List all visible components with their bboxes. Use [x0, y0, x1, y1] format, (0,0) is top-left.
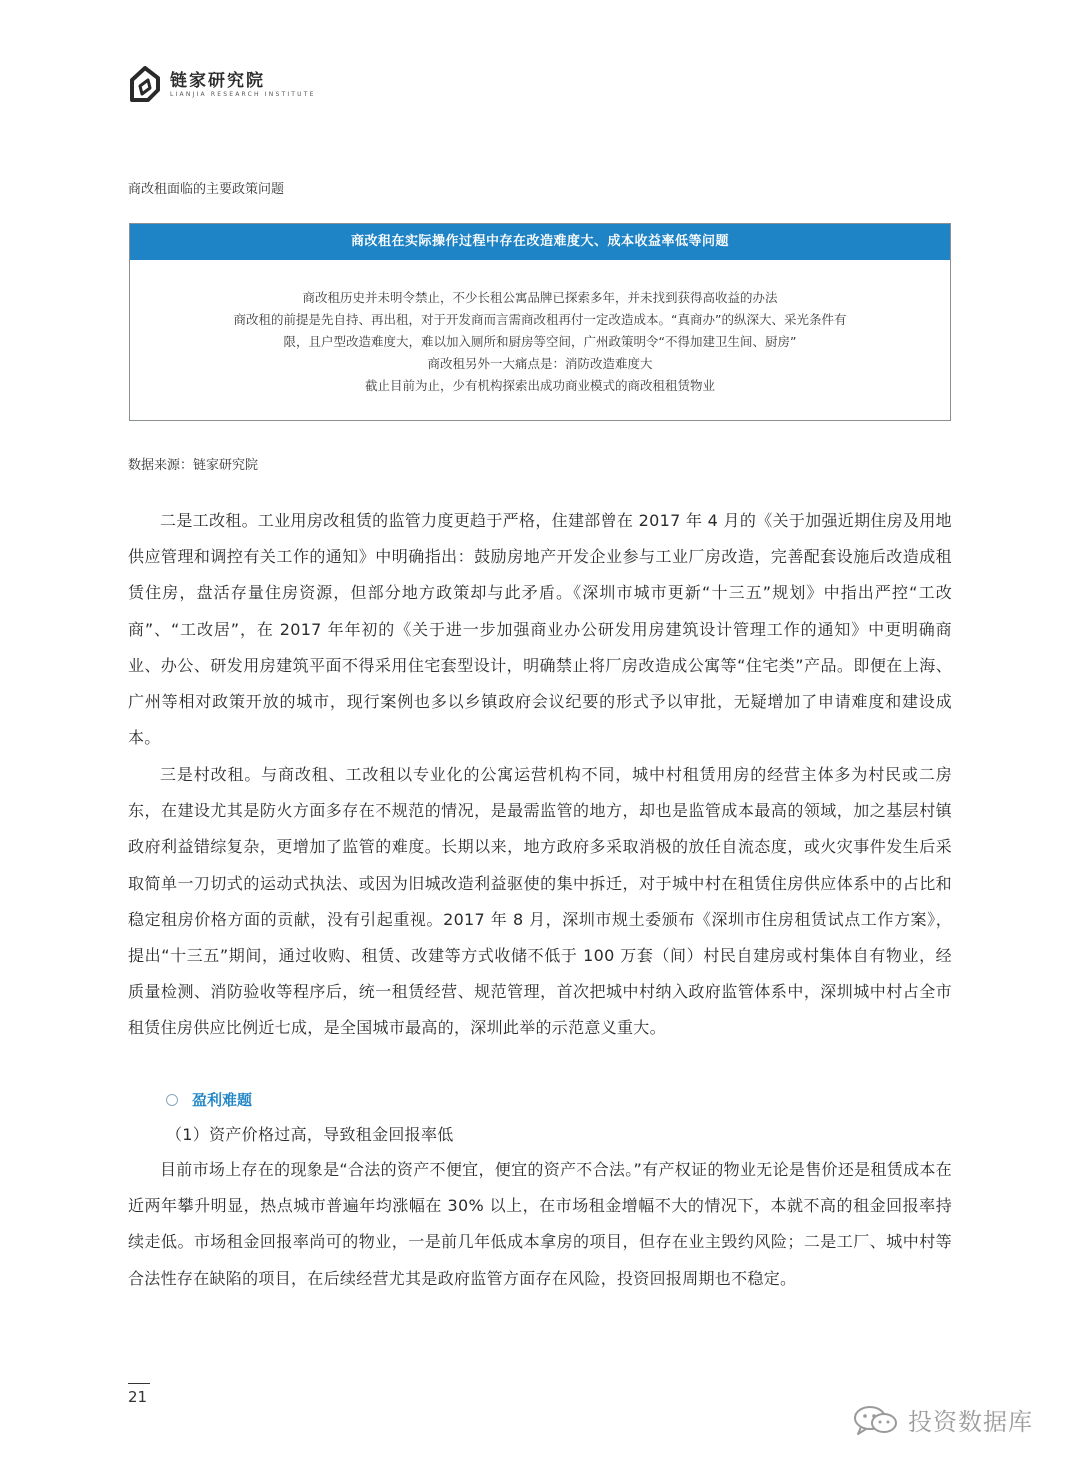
paragraph-profitability: 目前市场上存在的现象是“合法的资产不便宜，便宜的资产不合法。”有产权证的物业无论是售价还是租赁成本在近两年攀升明显，热点城市普遍年均涨幅在 30% 以上，在市场租金增幅不大的情况下，本就不高的租金回报率持续走低。市场租金回报率尚可的物业，一是前几年低成本拿房的项目，但存在业主毁约风险；二是工厂、城中村等合法性存在缺陷的项目，在后续经营尤其是政府监管方面存在风险，投资回报周期也不稳定。: [128, 1160, 952, 1288]
policy-line: 限，且户型改造难度大，难以加入厕所和厨房等空间，广州政策明令“不得加建卫生间、厨房”: [283, 334, 797, 349]
section-title: 盈利难题: [192, 1091, 253, 1109]
logo-subtitle: LIANJIA RESEARCH INSTITUTE: [170, 91, 316, 98]
policy-line: 商改租另外一大痛点是：消防改造难度大: [427, 356, 653, 371]
policy-line: 商改租历史并未明令禁止，不少长租公寓品牌已探索多年，并未找到获得高收益的办法: [302, 290, 778, 305]
paragraph-industrial-to-rental: 二是工改租。工业用房改租赁的监管力度更趋于严格，住建部曾在 2017 年 4 月的《关于加强近期住房及用地供应管理和调控有关工作的通知》中明确指出：鼓励房地产开发企业参与工业厂房改造，完善配套设施后改造成租赁住房，盘活存量住房资源，但部分地方政策却与此矛盾。《深圳市城市更新“十三五”规划》中指出严控“工改商”、“工改居”，在 2017 年年初的《关于进一步加强商业办公研发用房建筑设计管理工作的通知》中更明确商业、办公、研发用房建筑平面不得采用住宅套型设计，明确禁止将厂房改造成公寓等“住宅类”产品。即便在上海、广州等相对政策开放的城市，现行案例也多以乡镇政府会议纪要的形式予以审批，无疑增加了申请难度和建设成本。: [128, 511, 952, 748]
circle-bullet-icon: [166, 1094, 178, 1106]
logo-name: 链家研究院: [170, 71, 265, 91]
subsection-heading: （1）资产价格过高，导致租金回报率低: [166, 1125, 454, 1144]
paragraph-village-to-rental: 三是村改租。与商改租、工改租以专业化的公寓运营机构不同，城中村租赁用房的经营主体多为村民或二房东，在建设尤其是防火方面多存在不规范的情况，是最需监管的地方，却也是监管成本最高的领域，加之基层村镇政府利益错综复杂，更增加了监管的难度。长期以来，地方政府多采取消极的放任自流态度，或火灾事件发生后采取简单一刀切式的运动式执法、或因为旧城改造利益驱使的集中拆迁，对于城中村在租赁住房供应体系中的占比和稳定租房价格方面的贡献，没有引起重视。2017 年 8 月，深圳市规土委颁布《深圳市住房租赁试点工作方案》，提出“十三五”期间，通过收购、租赁、改建等方式收储不低于 100 万套（间）村民自建房或村集体自有物业，经质量检测、消防验收等程序后，统一租赁经营、规范管理，首次把城中村纳入政府监管体系中，深圳城中村占全市租赁住房供应比例近七成，是全国城市最高的，深圳此举的示范意义重大。: [128, 765, 952, 1038]
footer-divider: [128, 1383, 150, 1384]
wechat-icon: [850, 1403, 902, 1437]
section-heading: [166, 1089, 252, 1110]
data-source-note: 数据来源：链家研究院: [128, 458, 259, 473]
policy-line: 商改租的前提是先自持、再出租，对于开发商而言需商改租再付一定改造成本。“真商办”的纵深大、采光条件有: [233, 312, 847, 327]
policy-box-body: [130, 260, 950, 397]
policy-issues-box: [129, 223, 951, 421]
page-number: 21: [128, 1388, 148, 1406]
watermark-text: 投资数据库: [908, 1408, 1033, 1436]
figure-caption: 商改租面临的主要政策问题: [128, 182, 285, 197]
policy-line: 截止目前为止，少有机构探索出成功商业模式的商改租租赁物业: [364, 378, 715, 393]
lianjia-logo-icon: [128, 66, 162, 104]
wechat-watermark: [850, 1402, 1033, 1437]
policy-box-header: 商改租在实际操作过程中存在改造难度大、成本收益率低等问题: [130, 224, 950, 260]
lianjia-logo: [128, 66, 316, 104]
